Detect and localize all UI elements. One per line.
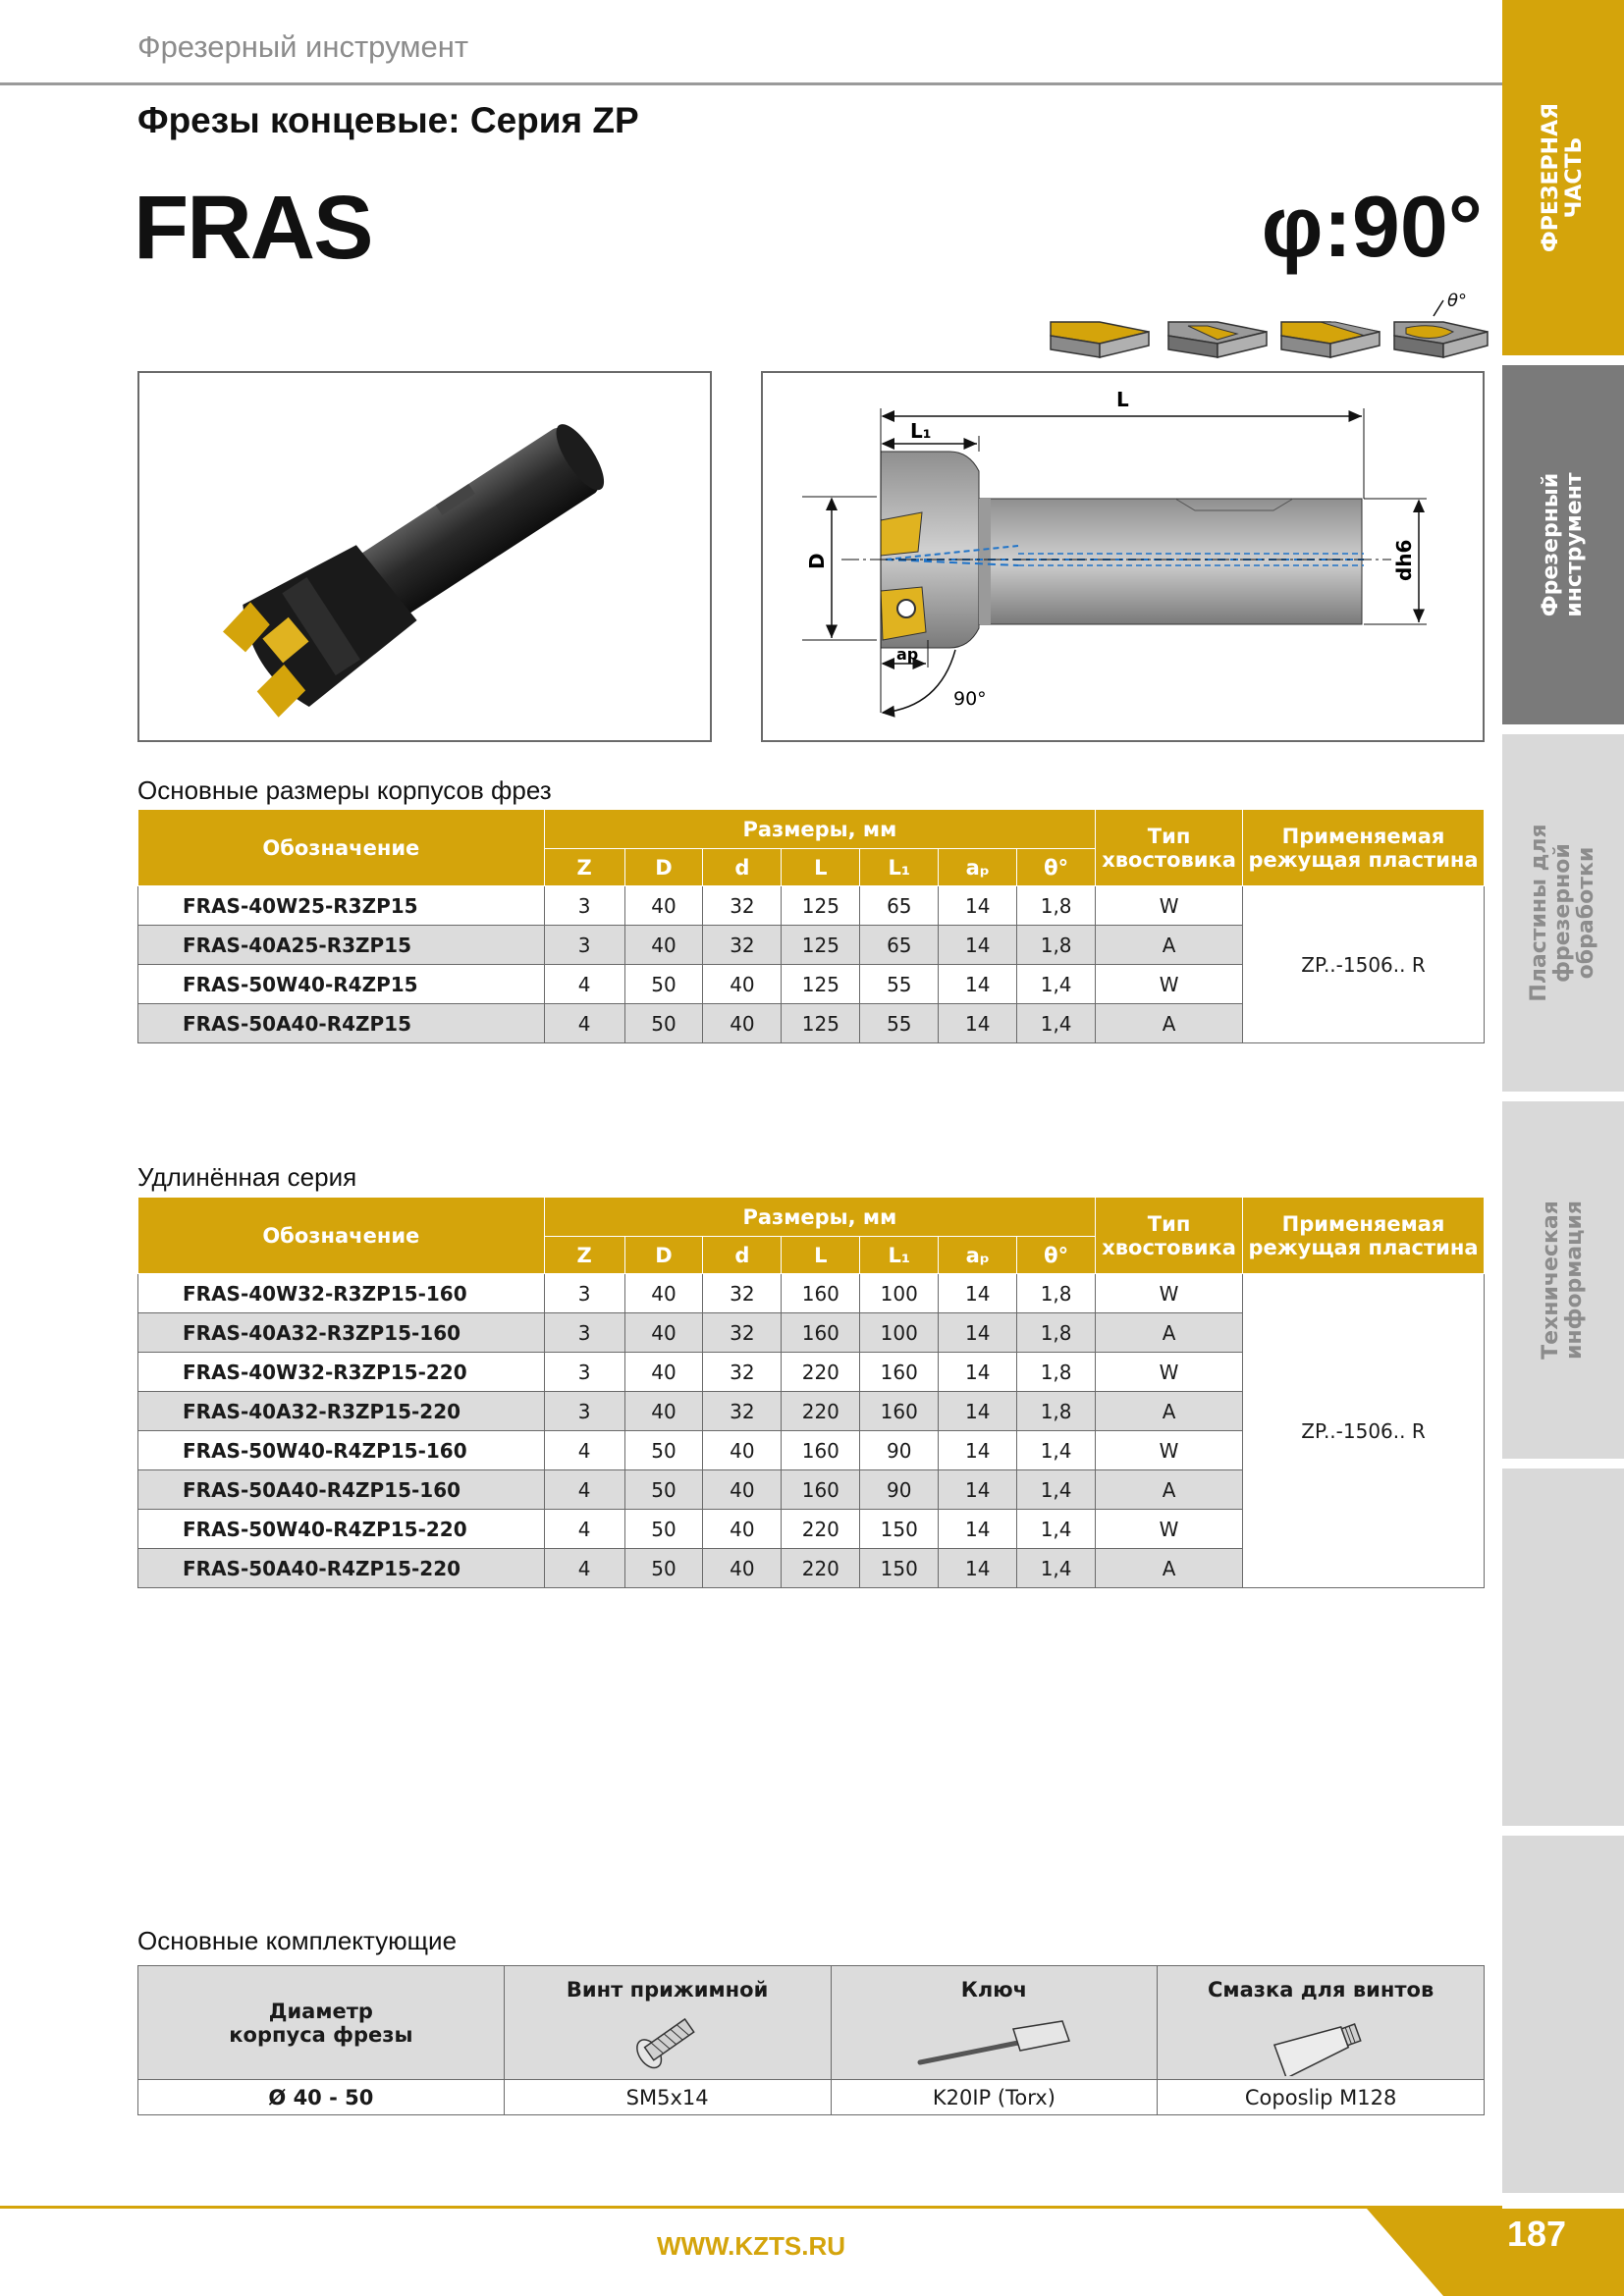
col-z: Z [544,1237,624,1274]
col-theta: θ° [1017,1237,1096,1274]
sidebar-tab-blank-1 [1502,1468,1624,1826]
table1 [137,809,1485,1043]
col-ap: aₚ [939,1237,1017,1274]
dim-angle: 90° [953,688,987,710]
sidebar-tab-milling-inserts[interactable]: Пластины для фрезерной обработки [1502,734,1624,1092]
col-d: d [703,1237,782,1274]
key-value: K20IP (Torx) [831,2080,1158,2115]
slot-milling-icon [1168,322,1267,357]
col-insert: Применяемая режущая пластина [1243,810,1485,886]
col-ap: aₚ [939,849,1017,886]
col-insert: Применяемая режущая пластина [1243,1198,1485,1274]
accessories-table [137,1965,1485,2115]
page-heading: Фрезы концевые: Серия ZP [137,100,639,140]
col-grease: Смазка для винтов [1158,1966,1485,2080]
footer-url[interactable]: WWW.KZTS.RU [656,2231,846,2261]
table1-caption: Основные размеры корпусов фрез [137,775,552,805]
torx-key-icon [910,2009,1077,2072]
insert-value: ZP..-1506.. R [1243,886,1485,1043]
col-L: L [782,849,860,886]
col-clamp-screw: Винт прижимной [504,1966,831,2080]
approach-angle: φ:90° [1261,178,1483,275]
col-D: D [624,1237,703,1274]
product-code: FRAS [134,178,372,278]
col-L: L [782,1237,860,1274]
col-L1: L₁ [860,1237,939,1274]
footer-divider [0,2206,1502,2209]
col-key: Ключ [831,1966,1158,2080]
col-dimensions: Размеры, мм [544,810,1095,849]
col-body-diameter: Диаметр корпуса фрезы [138,1966,505,2080]
sidebar-tab-blank-2 [1502,1836,1624,2193]
dim-L: L [1116,388,1129,411]
sidebar-tab-tech-info[interactable]: Техническая информация [1502,1101,1624,1459]
table-row: FRAS-40A25-R3ZP15 3 40 32 125 65 14 1,8 A [138,926,1485,965]
sidebar-tab-milling-tools[interactable]: Фрезерный инструмент [1502,365,1624,724]
dim-ap: ap [896,645,919,664]
product-photo [137,371,712,742]
col-d: d [703,849,782,886]
table-row: FRAS-50A40-R4ZP15 4 50 40 125 55 14 1,4 A [138,1004,1485,1043]
col-z: Z [544,849,624,886]
table-row: FRAS-40A32-R3ZP15-220 3 40 32 220 160 14 1,8 A [138,1392,1485,1431]
accessories-caption: Основные комплектующие [137,1926,458,1955]
page-number: 187 [1506,2214,1567,2254]
table-row: FRAS-50W40-R4ZP15-220 4 50 40 220 150 14 1,4 W [138,1510,1485,1549]
sidebar-tab-milling-part[interactable]: ФРЕЗЕРНАЯ ЧАСТЬ [1502,0,1624,355]
dim-D: D [805,553,829,569]
diameter-value: Ø 40 - 50 [138,2080,505,2115]
ramping-icon [1394,291,1488,357]
insert-angle-label: θ° [1447,291,1468,311]
header-divider [0,82,1502,85]
table-row: FRAS-50W40-R4ZP15-160 4 50 40 160 90 14 1,4 W [138,1431,1485,1470]
insert-shapes-icons [1041,287,1492,371]
table2-caption: Удлинённая серия [137,1162,357,1192]
col-designation: Обозначение [138,1198,545,1274]
col-designation: Обозначение [138,810,545,886]
table-row: FRAS-50W40-R4ZP15 4 50 40 125 55 14 1,4 W [138,965,1485,1004]
col-D: D [624,849,703,886]
screw-icon [623,2009,712,2072]
dimension-drawing [763,373,1483,740]
col-theta: θ° [1017,849,1096,886]
col-dimensions: Размеры, мм [544,1198,1095,1237]
screw-value: SM5x14 [504,2080,831,2115]
col-shank: Тип хвостовика [1096,1198,1243,1274]
insert-flat-icon [1051,322,1149,357]
dim-dh6: dh6 [1392,539,1416,581]
table-row: FRAS-40W32-R3ZP15-160 3 40 32 160 100 14 1,8 W ZP..-1506.. R [138,1274,1485,1313]
shoulder-milling-icon [1281,322,1380,357]
col-shank: Тип хвостовика [1096,810,1243,886]
technical-drawing [761,371,1485,742]
table-row: FRAS-40W25-R3ZP15 3 40 32 125 65 14 1,8 W ZP..-1506.. R [138,886,1485,926]
grease-value: Coposlip M128 [1158,2080,1485,2115]
table-row: FRAS-40W32-R3ZP15-220 3 40 32 220 160 14 1,8 W [138,1353,1485,1392]
dim-L1: L₁ [910,419,932,443]
grease-tube-icon [1267,2009,1375,2076]
insert-value: ZP..-1506.. R [1243,1274,1485,1588]
table-row: FRAS-50A40-R4ZP15-160 4 50 40 160 90 14 1,4 A [138,1470,1485,1510]
table-row: FRAS-50A40-R4ZP15-220 4 50 40 220 150 14 1,4 A [138,1549,1485,1588]
col-L1: L₁ [860,849,939,886]
table2 [137,1197,1485,1588]
table-row: FRAS-40A32-R3ZP15-160 3 40 32 160 100 14 1,8 A [138,1313,1485,1353]
section-title: Фрезерный инструмент [137,29,469,64]
end-mill-illustration [139,373,710,740]
